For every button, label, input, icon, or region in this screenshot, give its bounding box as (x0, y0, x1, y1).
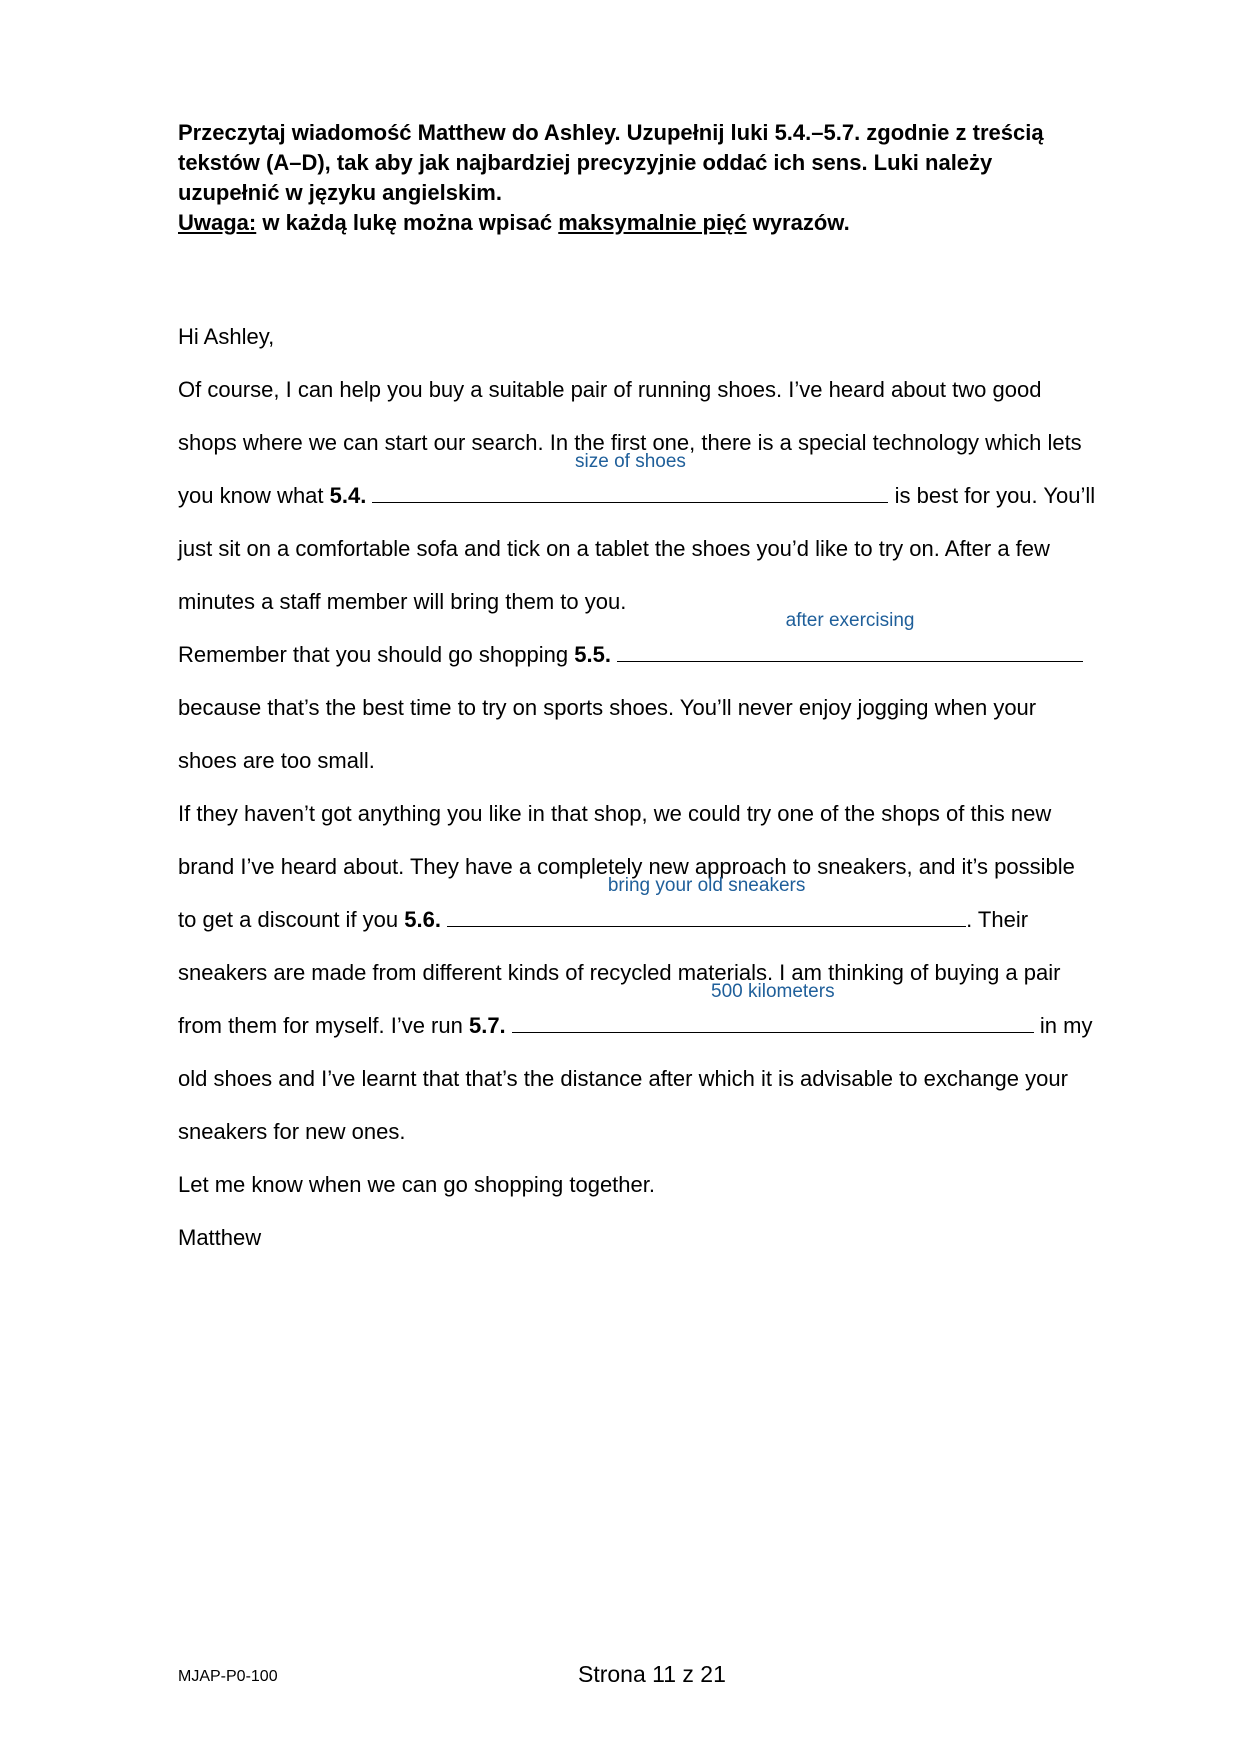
answer-gap-5-6[interactable] (447, 875, 966, 927)
answer-gap-5-4[interactable] (372, 451, 888, 503)
letter-greeting: Hi Ashley, (178, 324, 275, 349)
answer-text-5-7: 500 kilometers (711, 981, 835, 1002)
letter-line: just sit on a comfortable sofa and tick on a tablet the shoes you’d like to try on. After a few (178, 536, 1050, 561)
exam-code: MJAP-P0-100 (178, 1668, 278, 1685)
letter-line-gap-5-6 (178, 875, 1138, 946)
letter-line: old shoes and I’ve learnt that that’s the distance after which it is advisable to exchange your (178, 1066, 1068, 1091)
letter-text: Remember that you should go shopping (178, 642, 575, 667)
gap-number-5-7: 5.7. (468, 1013, 506, 1038)
gap-number-5-4: 5.4. (329, 483, 367, 508)
letter-line: brand I’ve heard about. They have a completely new approach to sneakers, and it’s possible (178, 854, 1075, 879)
letter-text: to get a discount if you (178, 907, 405, 932)
task-instructions (178, 118, 1108, 238)
letter-line-gap-5-5 (178, 610, 1138, 681)
letter-line: shops where we can start our search. In the first one, there is a special technology which lets (178, 430, 1082, 455)
letter-text: is best for you. You’ll (888, 483, 1096, 508)
answer-text-5-5: after exercising (785, 610, 915, 631)
letter-line: If they haven’t got anything you like in that shop, we could try one of the shops of this new (178, 801, 1052, 826)
instruction-line-2: tekstów (A–D), tak aby jak najbardziej precyzyjnie oddać ich sens. Luki należy (178, 150, 993, 175)
letter-line: shoes are too small. (178, 748, 375, 773)
answer-text-5-4: size of shoes (575, 451, 686, 472)
letter-line-gap-5-4 (178, 451, 1138, 522)
gap-number-5-5: 5.5. (574, 642, 611, 667)
note-emphasis: maksymalnie pięć (558, 210, 747, 235)
instruction-line-3: uzupełnić w języku angielskim. (178, 180, 502, 205)
letter-line: Of course, I can help you buy a suitable pair of running shoes. I’ve heard about two good (178, 377, 1042, 402)
note-text: w każdą lukę można wpisać (256, 210, 559, 235)
instruction-line-1: Przeczytaj wiadomość Matthew do Ashley. Uzupełnij luki 5.4.–5.7. zgodnie z treścią (178, 120, 1044, 145)
instruction-note (178, 208, 1108, 238)
note-label: Uwaga: (178, 210, 257, 235)
answer-gap-5-7[interactable] (512, 981, 1034, 1033)
page-number: Strona 11 z 21 (578, 1661, 726, 1687)
letter-body (178, 310, 1138, 1264)
letter-line: sneakers are made from different kinds of recycled materials. I am thinking of buying a pair (178, 960, 1061, 985)
letter-line-gap-5-7 (178, 981, 1138, 1052)
gap-number-5-6: 5.6. (404, 907, 441, 932)
letter-text: you know what (178, 483, 330, 508)
answer-gap-5-5[interactable] (617, 610, 1083, 662)
letter-signature: Matthew (178, 1225, 262, 1250)
letter-text: from them for myself. I’ve run (178, 1013, 469, 1038)
letter-line: sneakers for new ones. (178, 1119, 406, 1144)
letter-text: . Their (966, 907, 1029, 932)
letter-text: in my (1033, 1013, 1093, 1038)
note-end: wyrazów. (746, 210, 850, 235)
answer-text-5-6: bring your old sneakers (607, 875, 806, 896)
letter-line: minutes a staff member will bring them to you. (178, 589, 627, 614)
letter-closing: Let me know when we can go shopping together. (178, 1172, 655, 1197)
letter-line: because that’s the best time to try on sports shoes. You’ll never enjoy jogging when your (178, 695, 1037, 720)
